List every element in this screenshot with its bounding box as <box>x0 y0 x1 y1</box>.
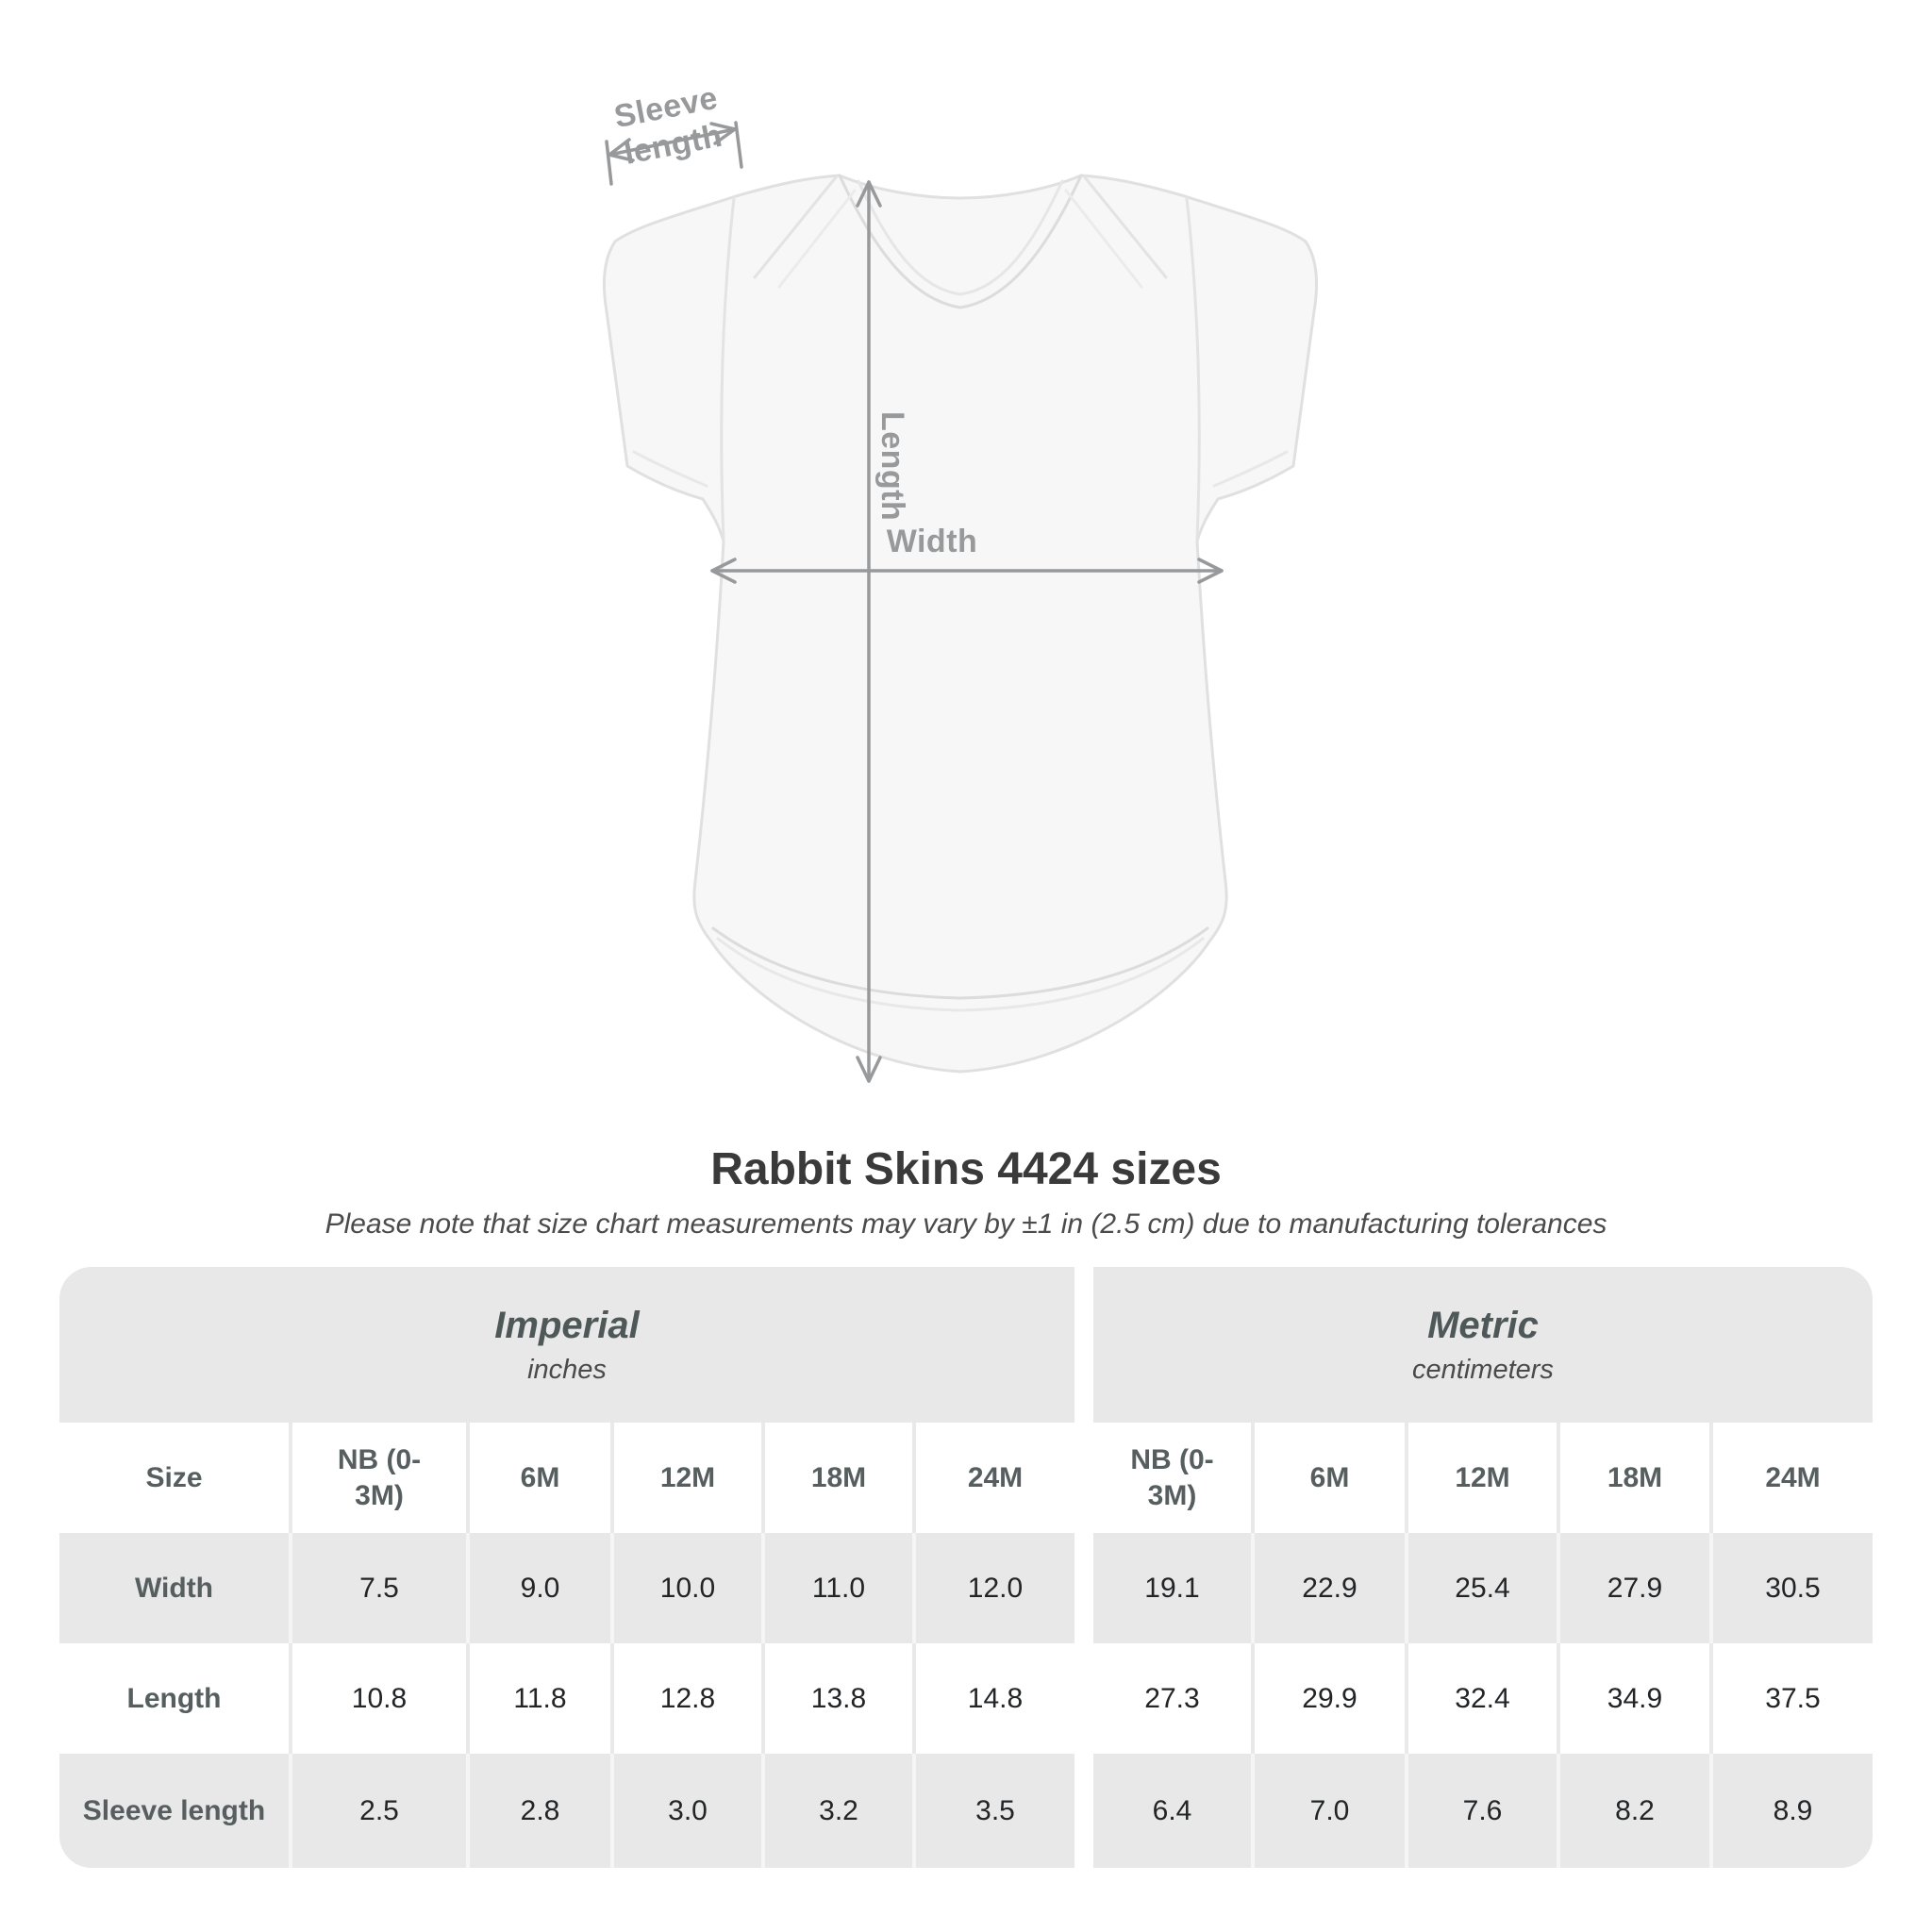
table-cell: 27.9 <box>1557 1533 1709 1643</box>
table-cell: 7.6 <box>1405 1754 1557 1868</box>
table-cell: 30.5 <box>1709 1533 1873 1643</box>
table-cell: 12.0 <box>912 1533 1074 1643</box>
section-divider <box>1074 1533 1093 1643</box>
metric-unit: centimeters <box>1412 1354 1554 1385</box>
table-cell: 6.4 <box>1093 1754 1251 1868</box>
table-cell: 34.9 <box>1557 1643 1709 1754</box>
metric-section-header <box>1093 1267 1873 1423</box>
section-divider <box>1074 1423 1093 1533</box>
column-header: 24M <box>912 1423 1074 1533</box>
table-cell: 10.8 <box>289 1643 466 1754</box>
page-title: Rabbit Skins 4424 sizes <box>710 1144 1222 1194</box>
column-header-text: NB (0-3M) <box>1130 1443 1214 1511</box>
column-header: 24M <box>1709 1423 1873 1533</box>
table-cell: 37.5 <box>1709 1643 1873 1754</box>
imperial-unit: inches <box>527 1354 607 1385</box>
table-cell: 11.0 <box>761 1533 912 1643</box>
table-cell: 22.9 <box>1251 1533 1405 1643</box>
table-cell: 2.8 <box>466 1754 610 1868</box>
table-cell: 14.8 <box>912 1643 1074 1754</box>
length-label: Length <box>874 411 910 522</box>
column-header: 18M <box>761 1423 912 1533</box>
table-cell: 8.2 <box>1557 1754 1709 1868</box>
column-header-text: NB (0-3M) <box>337 1443 422 1511</box>
table-cell: 7.5 <box>289 1533 466 1643</box>
table-cell: 19.1 <box>1093 1533 1251 1643</box>
imperial-section-header <box>59 1267 1074 1423</box>
table-cell: 2.5 <box>289 1754 466 1868</box>
table-cell: 32.4 <box>1405 1643 1557 1754</box>
table-cell: 3.5 <box>912 1754 1074 1868</box>
table-cell: 25.4 <box>1405 1533 1557 1643</box>
section-divider <box>1074 1643 1093 1754</box>
sleeve-length-label: Sleeve length <box>611 79 725 172</box>
column-header: 12M <box>610 1423 761 1533</box>
table-cell: 3.0 <box>610 1754 761 1868</box>
size-chart-table <box>59 1267 1873 1868</box>
width-label: Width <box>886 524 978 559</box>
width-arrow <box>712 559 1222 582</box>
table-cell: 7.0 <box>1251 1754 1405 1868</box>
metric-label: Metric <box>1427 1304 1539 1346</box>
table-cell: 29.9 <box>1251 1643 1405 1754</box>
table-cell: 13.8 <box>761 1643 912 1754</box>
row-label-length: Length <box>59 1643 289 1754</box>
table-cell: 27.3 <box>1093 1643 1251 1754</box>
imperial-label: Imperial <box>494 1304 640 1346</box>
table-cell: 9.0 <box>466 1533 610 1643</box>
column-header <box>1093 1423 1251 1533</box>
column-header: 12M <box>1405 1423 1557 1533</box>
table-cell: 8.9 <box>1709 1754 1873 1868</box>
table-cell: 11.8 <box>466 1643 610 1754</box>
tolerance-note: Please note that size chart measurements may vary by ±1 in (2.5 cm) due to manufacturing tolerances <box>325 1208 1607 1240</box>
table-cell: 3.2 <box>761 1754 912 1868</box>
row-label-width: Width <box>59 1533 289 1643</box>
length-arrow <box>858 182 880 1081</box>
size-column-header: Size <box>59 1423 289 1533</box>
column-header: 6M <box>466 1423 610 1533</box>
section-divider <box>1074 1267 1093 1423</box>
table-cell: 12.8 <box>610 1643 761 1754</box>
column-header: 18M <box>1557 1423 1709 1533</box>
row-label-sleeve-length: Sleeve length <box>59 1754 289 1868</box>
column-header <box>289 1423 466 1533</box>
section-divider <box>1074 1754 1093 1868</box>
table-cell: 10.0 <box>610 1533 761 1643</box>
column-header: 6M <box>1251 1423 1405 1533</box>
measurement-arrows <box>528 85 1340 1141</box>
